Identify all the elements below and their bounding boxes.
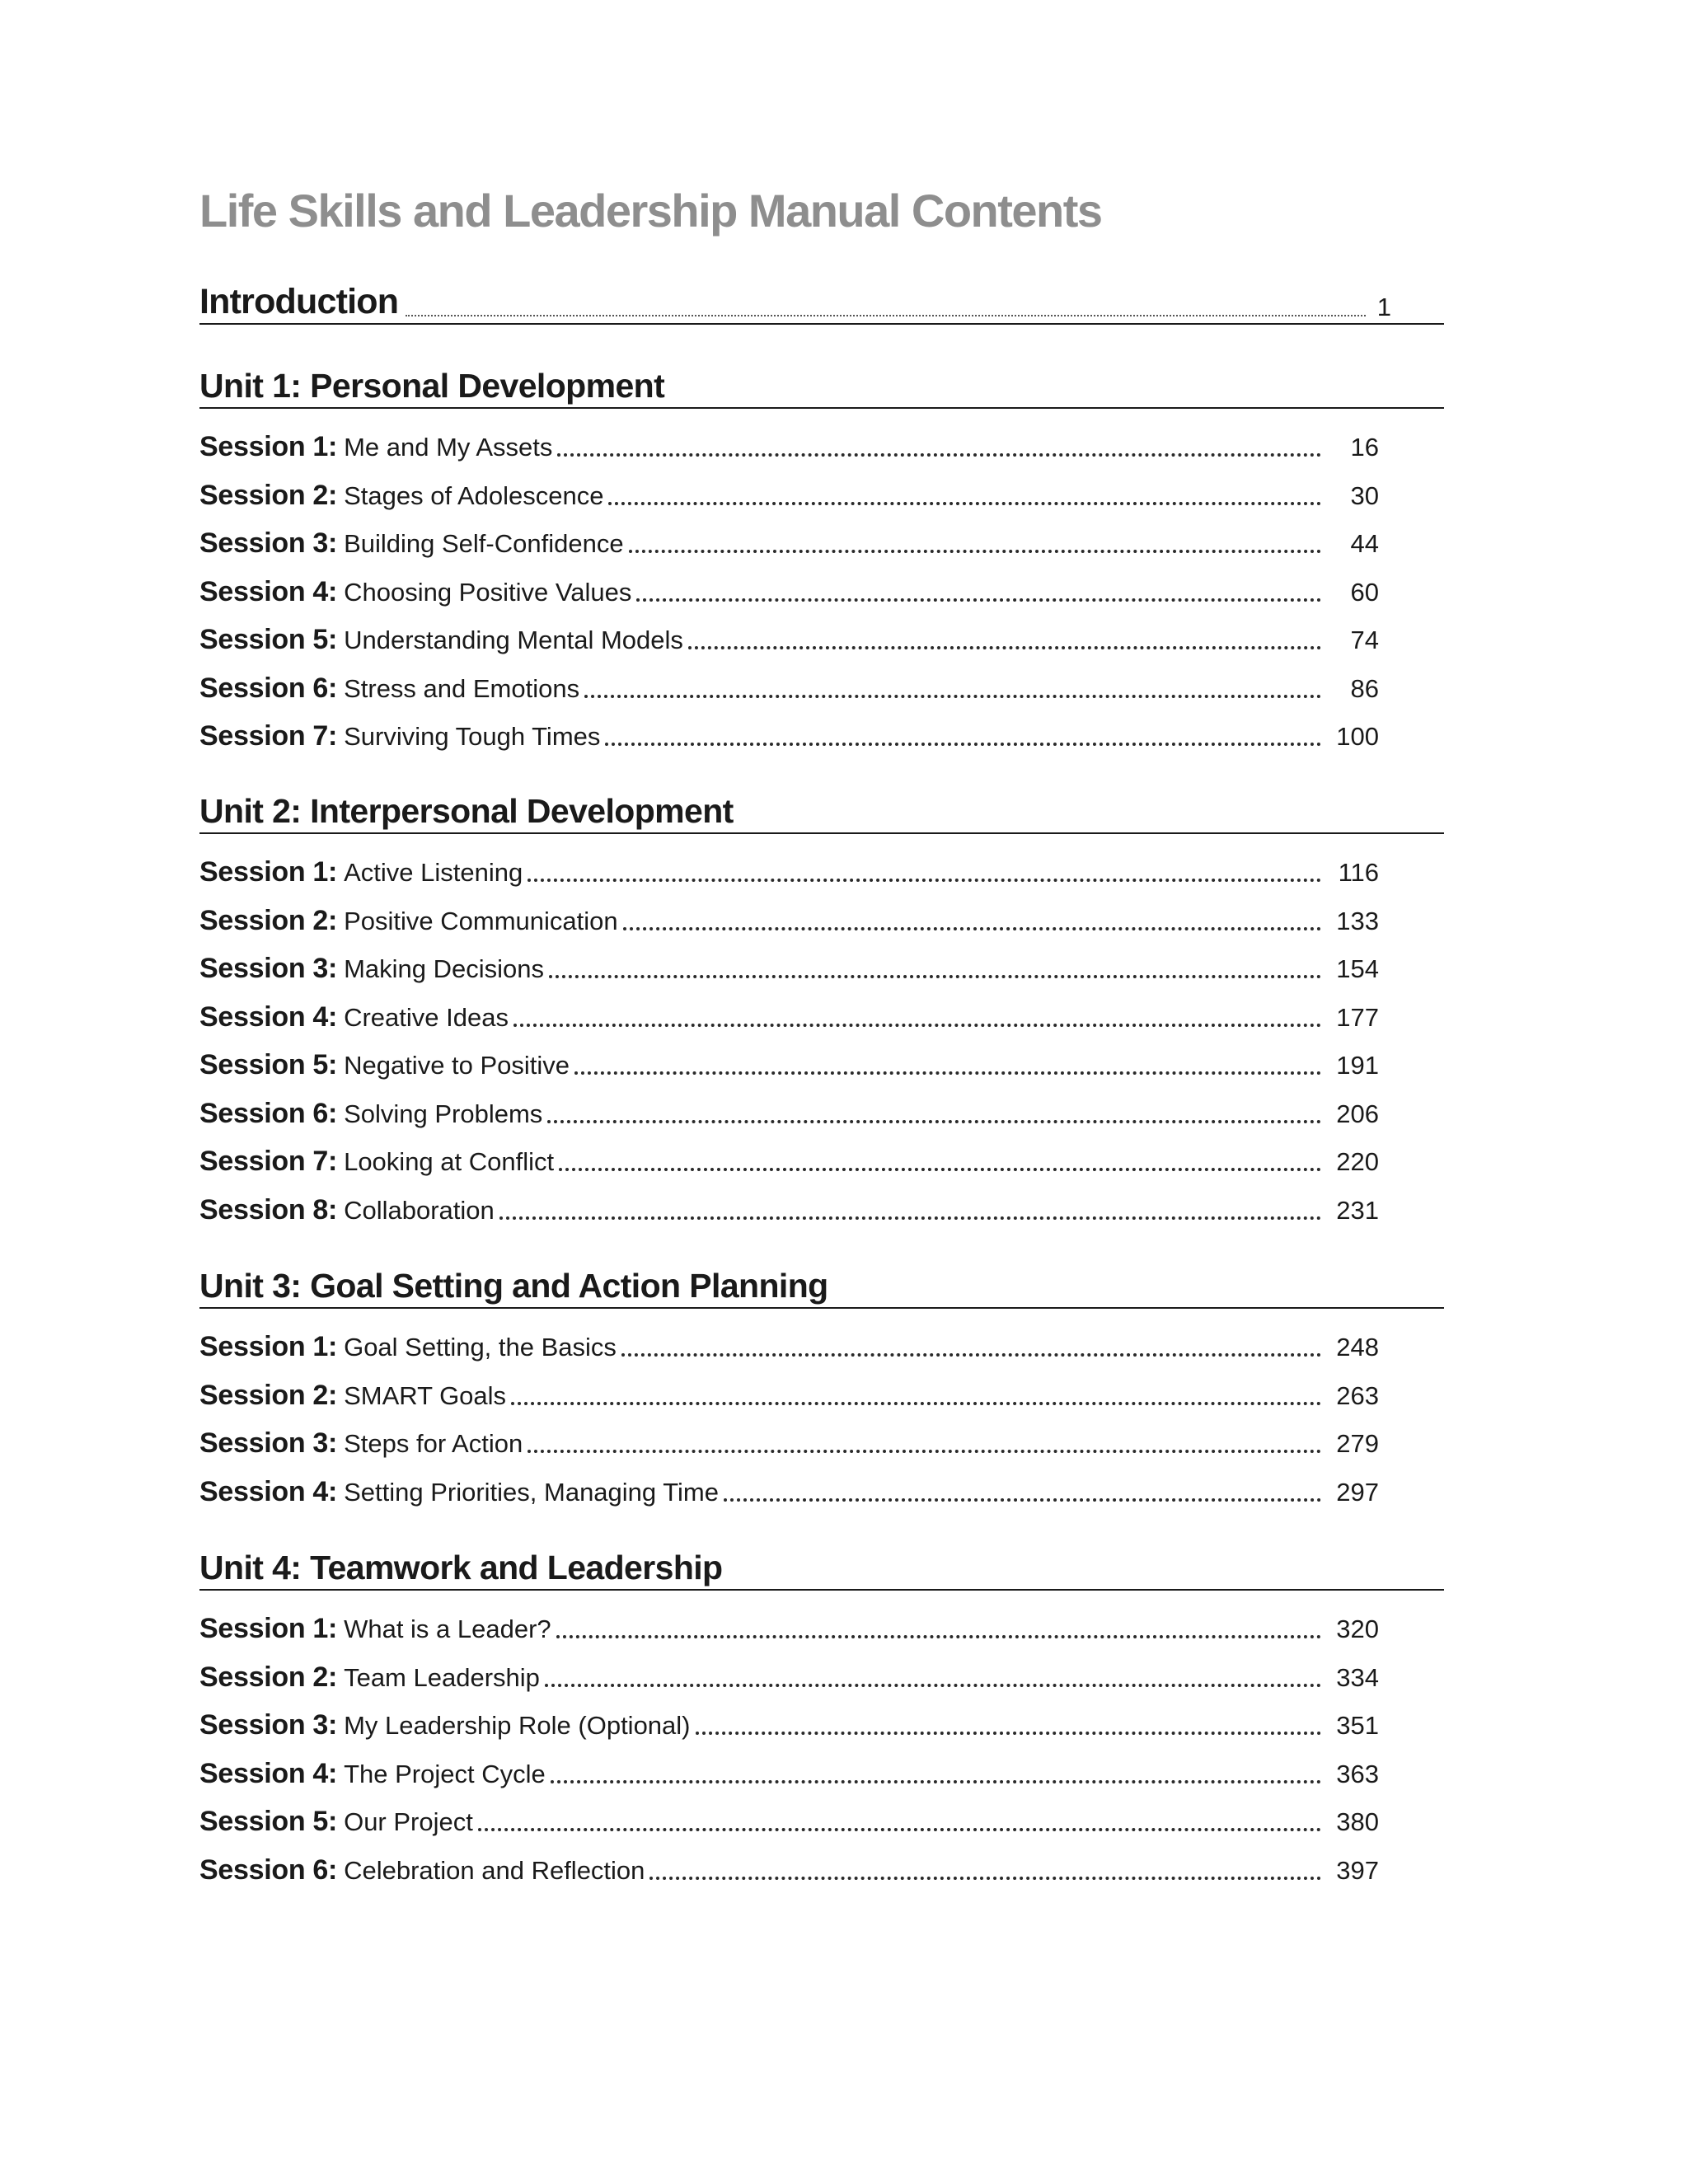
session-title: Positive Communication [344,906,618,935]
session-label: Session 3: [199,1427,338,1459]
session-title: Team Leadership [344,1662,540,1692]
session-list [199,429,1444,766]
session-entry[interactable] [199,718,1444,766]
session-label: Session 6: [199,672,338,704]
session-page-number: 231 [1336,1195,1379,1225]
dot-leader [511,1402,1321,1405]
unit-section [199,1264,1444,1521]
dot-leader [528,879,1321,882]
session-entry[interactable] [199,1192,1444,1240]
page-title: Life Skills and Leadership Manual Contents [199,185,1102,237]
session-entry[interactable] [199,477,1444,526]
session-title: Collaboration [344,1195,495,1225]
session-page-number: 363 [1336,1759,1379,1788]
session-label: Session 3: [199,527,338,559]
dot-leader [528,1450,1321,1453]
session-title: Making Decisions [344,954,545,983]
session-title: Understanding Mental Models [344,626,683,654]
session-page-number: 30 [1350,480,1379,510]
dot-leader [649,1877,1321,1880]
session-page-number: 320 [1336,1615,1379,1643]
session-title: Creative Ideas [344,1002,509,1032]
session-title: Choosing Positive Values [344,577,632,607]
session-label: Session 7: [199,720,338,752]
dot-leader [696,1732,1321,1735]
session-title: The Project Cycle [344,1759,546,1788]
unit-title: Unit 3: Goal Setting and Action Planning [199,1267,828,1305]
session-label: Session 1: [199,431,338,462]
session-entry[interactable] [199,1425,1444,1474]
dot-leader [549,975,1321,978]
session-entry[interactable] [199,1143,1444,1192]
session-page-number: 297 [1336,1477,1379,1507]
dot-leader [621,1353,1321,1357]
dot-leader [605,743,1321,746]
session-title: Goal Setting, the Basics [344,1333,617,1361]
session-page-number: 44 [1350,529,1379,558]
session-label: Session 3: [199,1709,338,1741]
session-row [199,1192,1379,1229]
session-title: Active Listening [344,858,523,887]
session-label: Session 6: [199,1854,338,1886]
dot-leader [547,1120,1321,1123]
dot-leader [559,1168,1321,1171]
session-row [199,1143,1379,1180]
session-page-number: 191 [1336,1051,1379,1080]
session-page-number: 86 [1350,673,1379,703]
dot-leader [724,1498,1321,1502]
session-list [199,854,1444,1240]
dot-leader [574,1071,1321,1075]
session-row [199,429,1379,466]
session-entry[interactable] [199,902,1444,951]
dot-leader [636,598,1321,602]
session-row [199,1377,1379,1414]
introduction-entry[interactable] [199,277,1444,325]
unit-heading [199,364,1444,409]
session-title: Celebration and Reflection [344,1855,645,1885]
dot-leader [478,1828,1321,1831]
session-page-number: 248 [1336,1333,1379,1361]
session-row [199,1755,1379,1793]
session-row [199,670,1379,707]
session-title: Surviving Tough Times [344,722,601,751]
session-label: Session 2: [199,1661,338,1693]
session-page-number: 60 [1350,577,1379,607]
dot-leader [545,1684,1321,1687]
session-row [199,1803,1379,1840]
session-row [199,1329,1379,1366]
session-row [199,1474,1379,1511]
session-title: Steps for Action [344,1429,523,1458]
session-title: Setting Priorities, Managing Time [344,1477,719,1507]
session-row [199,1047,1379,1084]
session-title: Stages of Adolescence [344,480,604,510]
session-entry[interactable] [199,1707,1444,1755]
session-label: Session 1: [199,1331,338,1362]
session-row [199,1852,1379,1889]
session-page-number: 16 [1350,433,1379,462]
session-entry[interactable] [199,525,1444,574]
unit-section [199,790,1444,1240]
session-page-number: 263 [1336,1380,1379,1410]
session-list [199,1329,1444,1521]
dot-leader [608,502,1321,505]
dot-leader [513,1024,1321,1027]
session-label: Session 2: [199,1379,338,1411]
unit-title: Unit 4: Teamwork and Leadership [199,1549,723,1586]
session-row [199,1425,1379,1462]
session-row [199,718,1379,755]
session-entry[interactable] [199,1095,1444,1144]
session-title: SMART Goals [344,1380,507,1410]
session-row [199,574,1379,611]
session-title: Me and My Assets [344,433,553,462]
session-page-number: 397 [1336,1855,1379,1885]
session-title: My Leadership Role (Optional) [344,1711,691,1740]
session-row [199,1707,1379,1744]
introduction-label: Introduction [199,282,399,321]
session-entry[interactable] [199,574,1444,622]
session-title: Building Self-Confidence [344,529,624,558]
session-row [199,477,1379,514]
session-label: Session 4: [199,1001,338,1033]
session-row [199,999,1379,1036]
session-page-number: 206 [1336,1099,1379,1128]
session-page-number: 220 [1336,1147,1379,1176]
session-label: Session 3: [199,953,338,984]
session-row [199,854,1379,891]
unit-heading [199,1264,1444,1309]
session-page-number: 334 [1336,1662,1379,1692]
dot-leader [629,550,1321,553]
session-entry[interactable] [199,1329,1444,1377]
session-title: What is a Leader? [344,1615,551,1643]
dot-leader [406,315,1366,316]
session-entry[interactable] [199,1659,1444,1708]
dot-leader [623,927,1321,930]
session-row [199,1610,1379,1647]
dot-leader [556,1635,1321,1638]
session-label: Session 2: [199,479,338,511]
session-entry[interactable] [199,670,1444,719]
session-entry[interactable] [199,429,1444,477]
dot-leader [557,453,1321,457]
session-row [199,621,1379,658]
session-entry[interactable] [199,999,1444,1047]
session-entry[interactable] [199,854,1444,902]
session-page-number: 133 [1336,906,1379,935]
session-title: Stress and Emotions [344,673,580,703]
session-entry[interactable] [199,1852,1444,1900]
session-title: Solving Problems [344,1099,543,1128]
session-label: Session 6: [199,1097,338,1129]
session-entry[interactable] [199,621,1444,670]
session-page-number: 74 [1350,626,1379,654]
session-label: Session 4: [199,575,338,607]
session-label: Session 4: [199,1475,338,1507]
session-entry[interactable] [199,1047,1444,1095]
session-page-number: 380 [1336,1807,1379,1836]
session-entry[interactable] [199,1474,1444,1522]
dot-leader [584,695,1321,698]
session-page-number: 279 [1336,1429,1379,1458]
session-label: Session 1: [199,856,338,888]
session-label: Session 5: [199,1049,338,1080]
session-row [199,950,1379,987]
unit-title: Unit 2: Interpersonal Development [199,792,734,830]
dot-leader [551,1780,1321,1783]
session-entry[interactable] [199,1803,1444,1852]
session-entry[interactable] [199,1755,1444,1804]
session-entry[interactable] [199,1610,1444,1659]
session-label: Session 4: [199,1757,338,1789]
session-title: Our Project [344,1807,473,1836]
session-row [199,902,1379,940]
introduction-page-number: 1 [1376,293,1391,321]
unit-section [199,364,1444,766]
session-row [199,1095,1379,1132]
dot-leader [688,646,1321,649]
session-page-number: 100 [1336,722,1379,751]
session-label: Session 8: [199,1193,338,1226]
session-page-number: 177 [1336,1002,1379,1032]
session-row [199,525,1379,562]
unit-title: Unit 1: Personal Development [199,367,665,405]
session-label: Session 2: [199,904,338,936]
session-list [199,1610,1444,1900]
unit-section [199,1546,1444,1900]
unit-heading [199,1546,1444,1591]
session-title: Negative to Positive [344,1051,570,1080]
session-entry[interactable] [199,1377,1444,1426]
session-entry[interactable] [199,950,1444,999]
session-row [199,1659,1379,1696]
unit-heading [199,790,1444,834]
session-title: Looking at Conflict [344,1147,555,1176]
dot-leader [499,1216,1321,1220]
session-page-number: 116 [1338,858,1379,887]
session-label: Session 7: [199,1146,338,1177]
session-page-number: 351 [1336,1711,1379,1740]
session-label: Session 1: [199,1613,338,1644]
session-page-number: 154 [1336,954,1379,983]
session-label: Session 5: [199,1806,338,1837]
session-label: Session 5: [199,624,338,655]
